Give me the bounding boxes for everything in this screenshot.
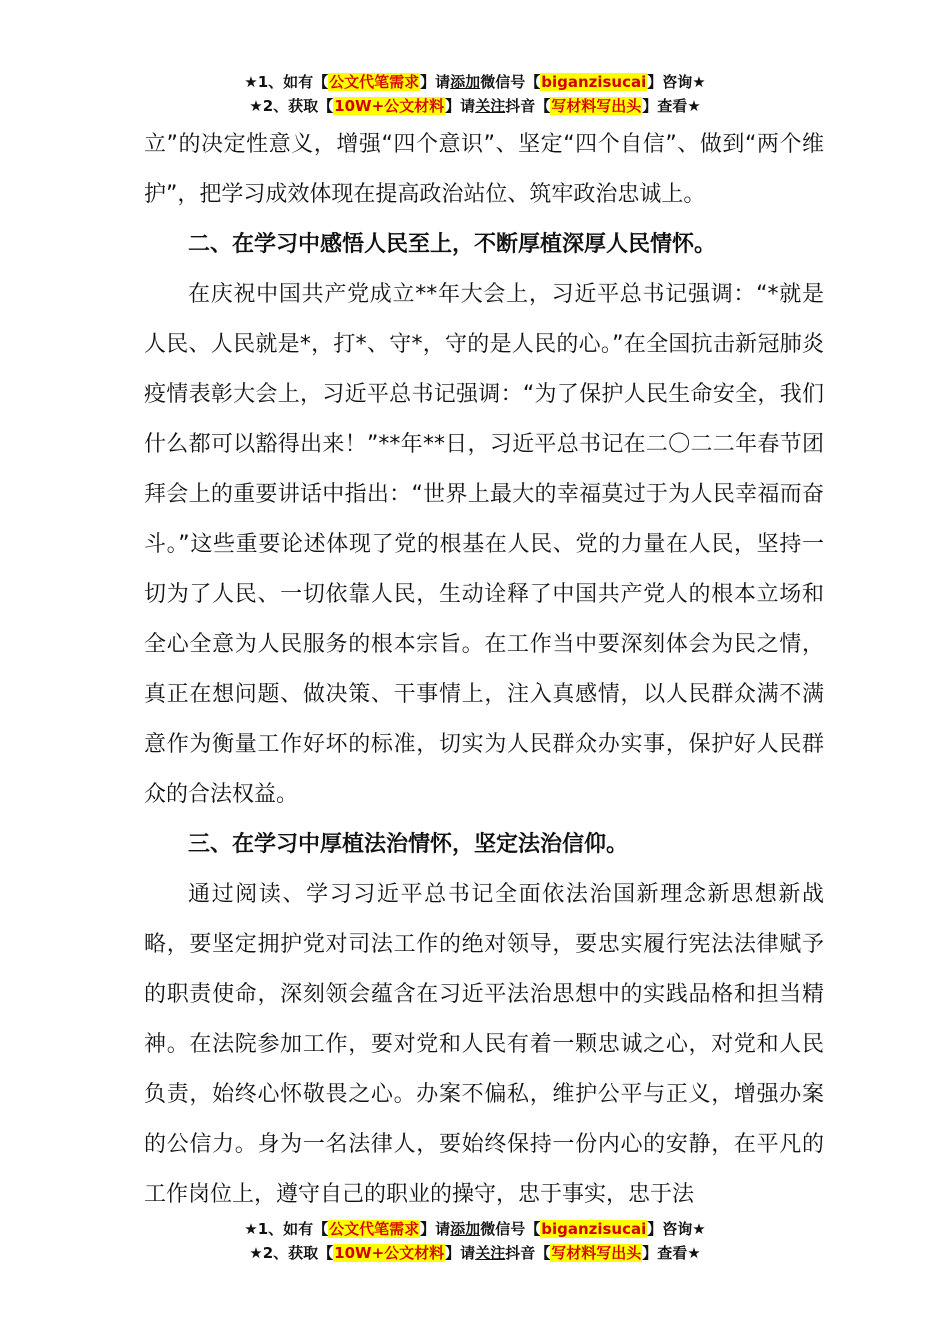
banner-line-1 xyxy=(0,1217,950,1241)
underlined-text: 关注 xyxy=(475,1244,506,1262)
banner-line-2 xyxy=(0,1241,950,1265)
banner-text: 】请 xyxy=(445,1244,476,1262)
wechat-id: biganzisucai xyxy=(541,73,647,91)
underlined-text: 添加 xyxy=(450,1220,481,1238)
paragraph: 在庆祝中国共产党成立**年大会上，习近平总书记强调：“*就是人民、人民就是*，打*、守*，守的是人民的心。”在全国抗击新冠肺炎疫情表彰大会上，习近平总书记强调：“为了保护人民生命安全，我们什么都可以豁得出来！”**年**日，习近平总书记在二〇二二年春节团拜会上的重要讲话中指出：“世界上最大的幸福莫过于为人民幸福而奋斗。”这些重要论述体现了党的根基在人民、党的力量在人民，坚持一切为了人民、一切依靠人民，生动诠释了中国共产党人的根本立场和全心全意为人民服务的根本宗旨。在工作当中要深刻体会为民之情，真正在想问题、做决策、干事情上，注入真感情，以人民群众满不满意作为衡量工作好坏的标准，切实为人民群众办实事，保护好人民群众的合法权益。 xyxy=(144,282,824,807)
banner-text: 】查看 xyxy=(642,1244,688,1262)
banner-text: 微信号【 xyxy=(480,1220,541,1238)
banner-text: 2、获取【 xyxy=(262,1244,334,1262)
star-icon: ★ xyxy=(244,73,258,91)
highlight-text: 公文代笔需求 xyxy=(329,73,420,91)
star-icon: ★ xyxy=(687,1244,701,1262)
star-icon: ★ xyxy=(687,97,701,115)
banner-text: 】查看 xyxy=(642,97,688,115)
banner-line-1 xyxy=(0,70,950,94)
banner-text: 】咨询 xyxy=(647,1220,693,1238)
star-icon: ★ xyxy=(249,97,263,115)
banner-text: 抖音【 xyxy=(505,97,551,115)
banner-text: 】请 xyxy=(445,97,476,115)
star-icon: ★ xyxy=(249,1244,263,1262)
highlight-text: 10W+公文材料 xyxy=(334,1244,445,1262)
star-icon: ★ xyxy=(244,1220,258,1238)
banner-text: 2、获取【 xyxy=(262,97,334,115)
section-heading-2: 二、在学习中感悟人民至上，不断厚植深厚人民情怀。 xyxy=(188,232,717,257)
paragraph-continued: 立”的决定性意义，增强“四个意识”、坚定“四个自信”、做到“两个维护”，把学习成效体现在提高政治站位、筑牢政治忠诚上。 xyxy=(144,132,824,207)
banner-text: 1、如有【 xyxy=(257,73,329,91)
underlined-text: 关注 xyxy=(475,97,506,115)
banner-text: 】咨询 xyxy=(647,73,693,91)
star-icon: ★ xyxy=(692,73,706,91)
highlight-text: 公文代笔需求 xyxy=(329,1220,420,1238)
section-heading-3: 三、在学习中厚植法治情怀，坚定法治信仰。 xyxy=(188,832,629,857)
douyin-account: 写材料写出头 xyxy=(551,97,642,115)
banner-text: 】请 xyxy=(420,73,451,91)
highlight-text: 10W+公文材料 xyxy=(334,97,445,115)
paragraph: 通过阅读、学习习近平总书记全面依法治国新理念新思想新战略，要坚定拥护党对司法工作的绝对领导，要忠实履行宪法法律赋予的职责使命，深刻领会蕴含在习近平法治思想中的实践品格和担当精神。在法院参加工作，要对党和人民有着一颗忠诚之心，对党和人民负责，始终心怀敬畏之心。办案不偏私，维护公平与正义，增强办案的公信力。身为一名法律人，要始终保持一份内心的安静，在平凡的工作岗位上，遵守自己的职业的操守，忠于事实，忠于法 xyxy=(144,882,824,1207)
banner-text: 】请 xyxy=(420,1220,451,1238)
document-body xyxy=(144,120,824,1220)
banner-text: 微信号【 xyxy=(480,73,541,91)
banner-text: 1、如有【 xyxy=(257,1220,329,1238)
star-icon: ★ xyxy=(692,1220,706,1238)
wechat-id: biganzisucai xyxy=(541,1220,647,1238)
banner-text: 抖音【 xyxy=(505,1244,551,1262)
underlined-text: 添加 xyxy=(450,73,481,91)
footer-banner xyxy=(0,1217,950,1265)
header-banner xyxy=(0,70,950,118)
douyin-account: 写材料写出头 xyxy=(551,1244,642,1262)
banner-line-2 xyxy=(0,94,950,118)
